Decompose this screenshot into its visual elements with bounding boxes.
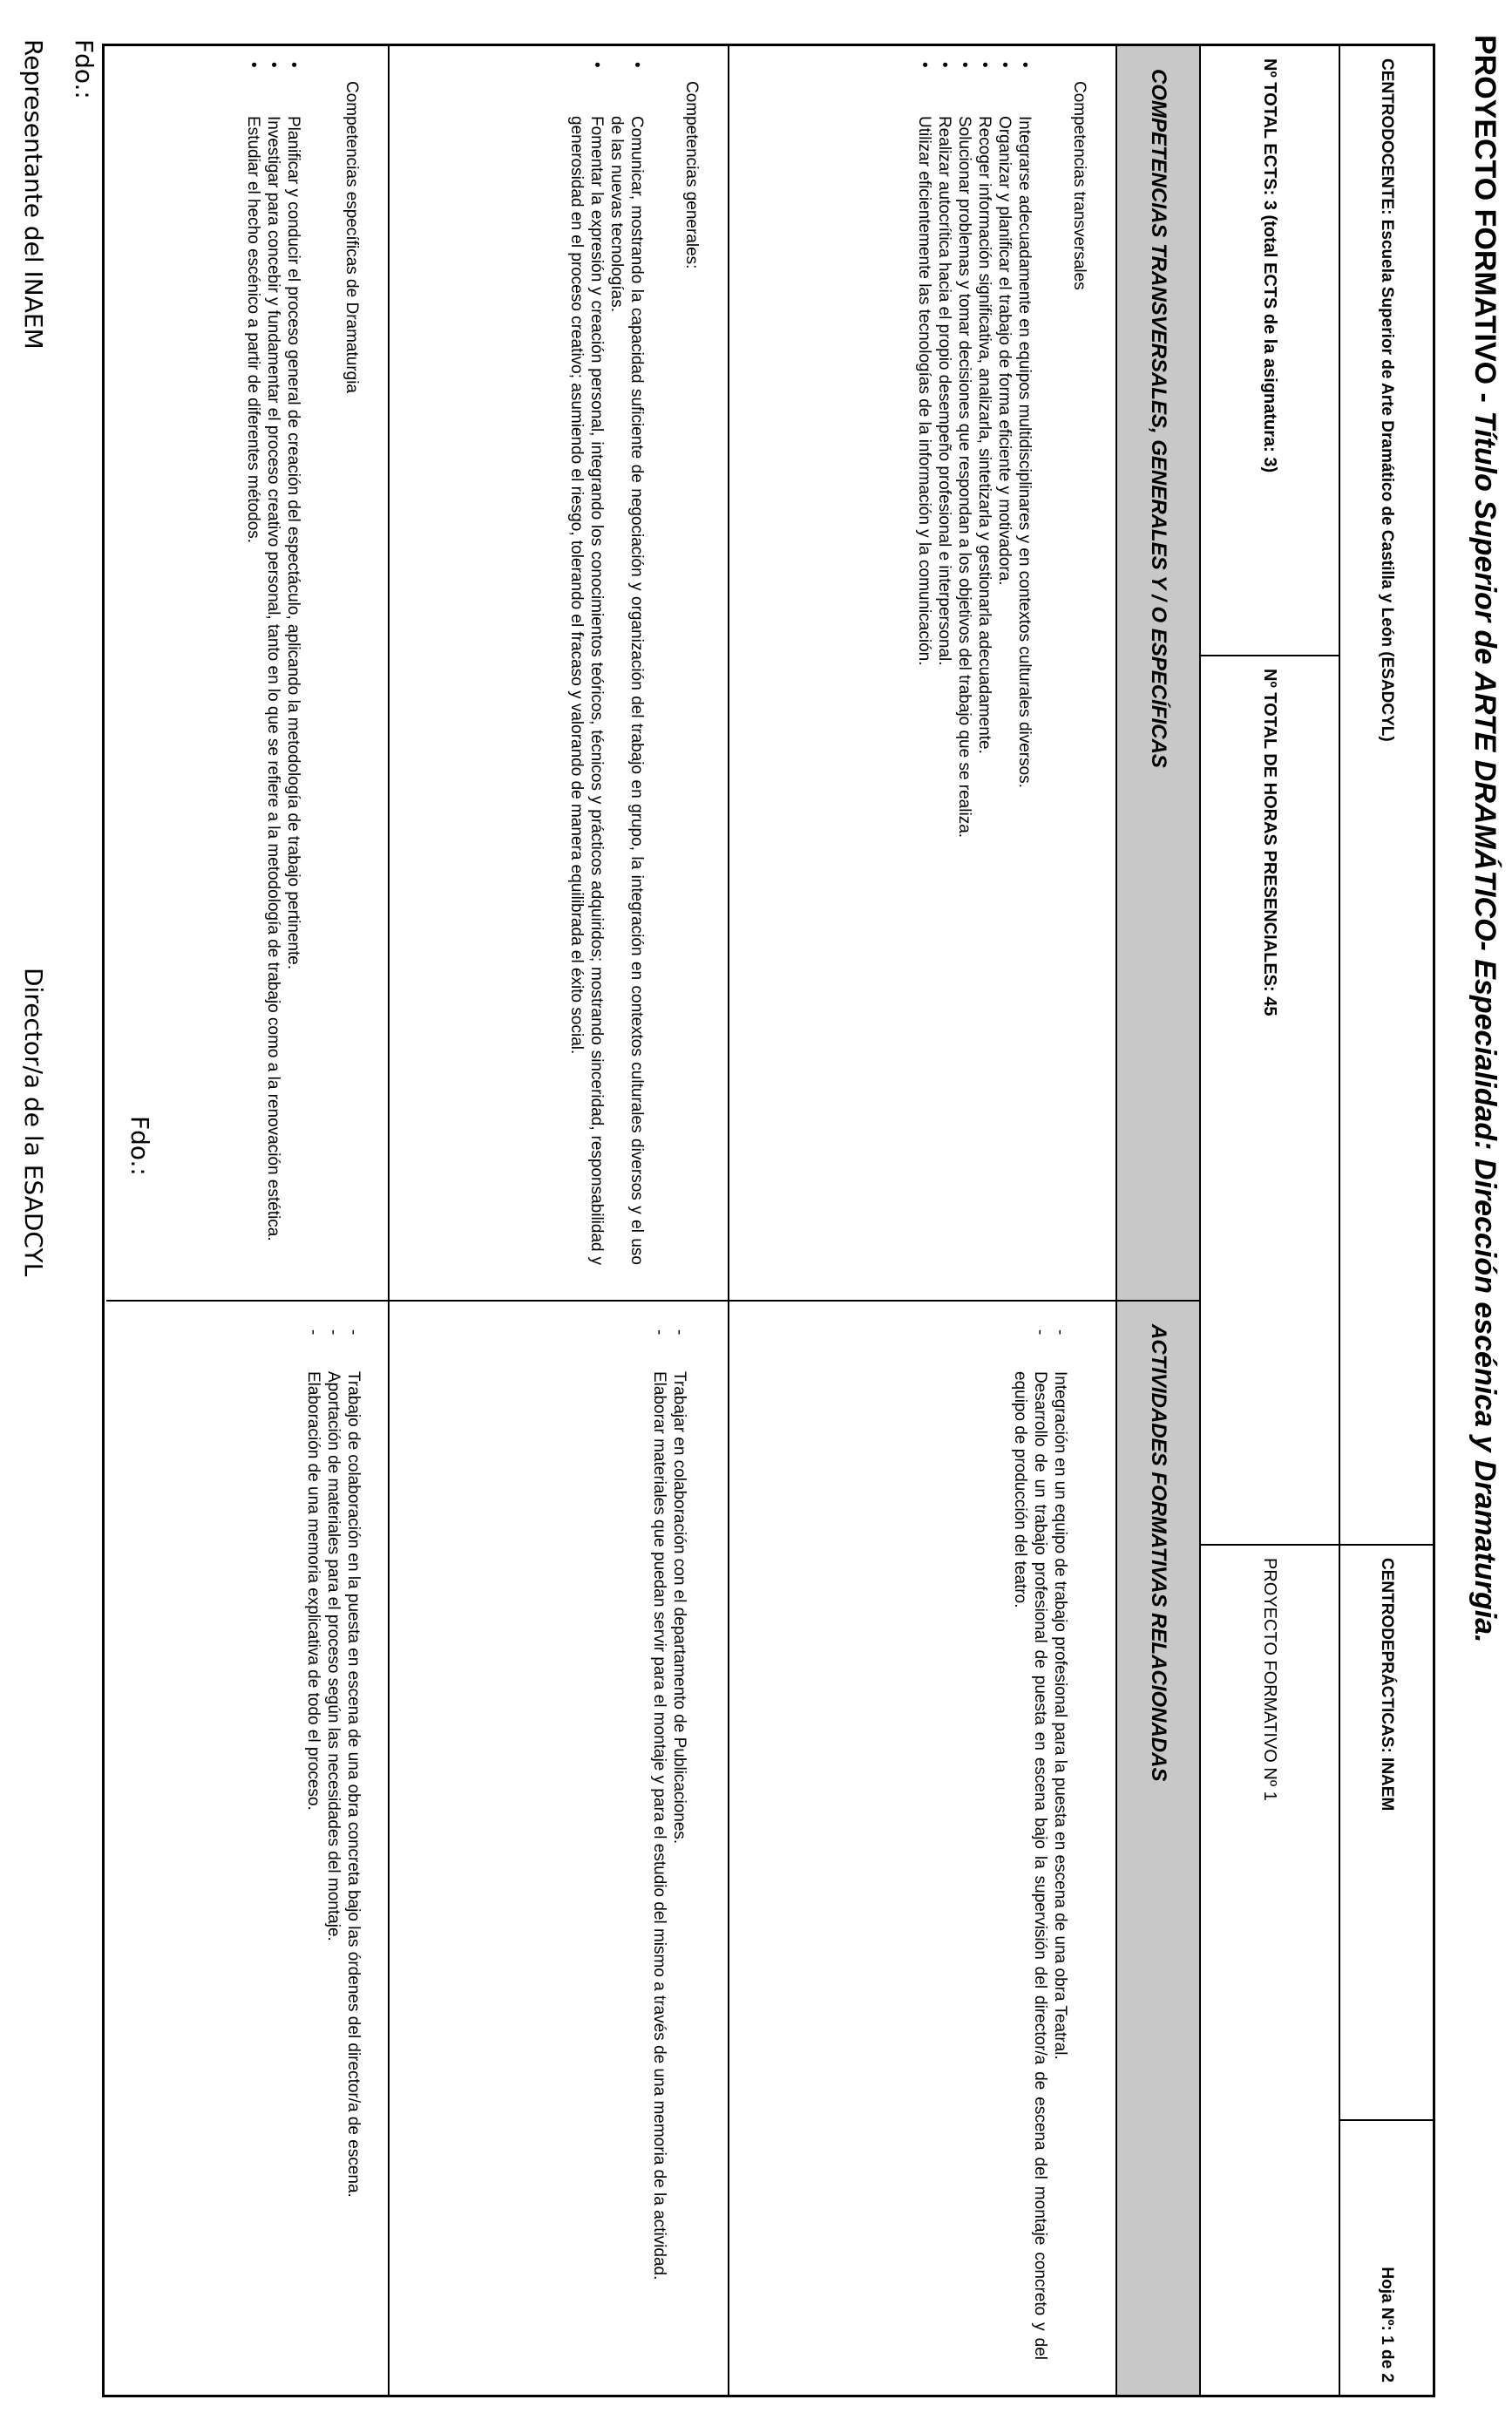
list-item: • Realizar autocrítica hacia el propio desempeño profesional e interpersonal. (934, 81, 954, 1265)
list-item: - Aportación de materiales para el proceso según las necesidades del montaje. (323, 1336, 343, 2360)
list-item: • Solucionar problemas y tomar decisiones que respondan a los objetivos del trabajo que se realiza. (954, 81, 974, 1265)
list-item: • Comunicar, mostrando la capacidad suficiente de negociación y organización del trabajo en grupo, la integración en contextos culturales diversos y el uso de las nuevas tecnologías. (607, 81, 647, 1265)
title-prefix: PROYECTO FORMATIVO - (1468, 35, 1502, 411)
column-header-row (1115, 46, 1199, 2395)
sheet-number: Hoja Nº: 1 de 2 (1378, 2267, 1396, 2383)
section-lead: Competencias específicas de Dramaturgia (342, 81, 361, 394)
actividades-header: ACTIVIDADES FORMATIVAS RELACIONADAS (1147, 1324, 1170, 1782)
document-title (1468, 35, 1502, 1643)
list-item: - Trabajar en colaboración con el departamento de Publicaciones. (669, 1336, 689, 2360)
formative-project-table (102, 44, 1435, 2397)
actividades-cell (106, 1302, 388, 2395)
section-transversales (728, 46, 1115, 2395)
list-item: • Organizar y planificar el trabajo de forma eficiente y motivadora. (994, 81, 1014, 1265)
section-especificas (106, 46, 388, 2395)
competencias-cell (106, 46, 388, 1302)
actividades-list (1010, 1336, 1070, 2360)
actividades-cell (390, 1302, 728, 2395)
list-item: • Investigar para concebir y fundamentar el proceso creativo personal, tanto en lo que se refiere a la metodología de trabajo como a la renovación estética. (263, 81, 283, 1265)
total-ects: Nº TOTAL ECTS: 3 (total ECTS de la asignatura: 3) (1201, 46, 1339, 656)
info-row-2 (1199, 46, 1339, 2395)
list-item: • Integrarse adecuadamente en equipos multidisciplinares y en contextos culturales diversos. (1014, 81, 1034, 1265)
list-item: - Elaborar materiales que puedan servir para el montaje y para el estudio del mismo a través de una memoria de la actividad. (649, 1336, 669, 2360)
list-item: - Integración en un equipo de trabajo profesional para la puesta en escena de una obra Teatral. (1050, 1336, 1070, 2360)
list-item: - Elaboración de una memoria explicativa de todo el proceso. (303, 1336, 323, 2360)
actividades-cell (729, 1302, 1115, 2395)
project-number: PROYECTO FORMATIVO Nº 1 (1260, 1558, 1280, 1801)
list-item: • Recoger información significativa, analizarla, sintetizarla y gestionarla adecuadamente. (974, 81, 994, 1265)
list-item: • Fomentar la expresión y creación personal, integrando los conocimientos teóricos, técnicos y prácticos adquiridos; mostrando sinceridad, responsabilidad y generosidad en el proceso creativo; asumiendo el riesgo, tolerando el fracaso y valorando de manera equilibrada el éxito social. (566, 81, 607, 1265)
signature-right-role: Director/a de la ESADCYL (19, 968, 48, 1277)
list-item: - Trabajo de colaboración en la puesta en escena de una obra concreta bajo las órdenes del director/a de escena. (343, 1336, 363, 2360)
actividades-list (649, 1336, 689, 2360)
section-lead: Competencias generales: (682, 81, 701, 269)
section-generales (388, 46, 728, 2395)
list-item: • Estudiar el hecho escénico a partir de diferentes métodos. (243, 81, 263, 1265)
section-lead: Competencias transversales (1070, 81, 1088, 290)
competencias-list (914, 81, 1034, 1265)
list-item: • Utilizar eficientemente las tecnologías de la información y la comunicación. (914, 81, 934, 1265)
competencias-cell (729, 46, 1115, 1302)
signature-left-fdo: Fdo.: (70, 39, 98, 99)
competencias-header: COMPETENCIAS TRANSVERSALES, GENERALES Y / O ESPECÍFICAS (1117, 46, 1199, 1302)
centro-practicas: CENTRODEPRÁCTICAS: INAEM (1340, 1546, 1433, 2121)
info-row-1 (1339, 46, 1433, 2395)
competencias-list (243, 81, 303, 1265)
actividades-list (303, 1336, 363, 2360)
table-body (105, 46, 1115, 2395)
competencias-list (566, 81, 647, 1265)
signature-right-fdo: Fdo.: (125, 1116, 154, 1176)
signature-left-role: Representante del INAEM (19, 39, 48, 350)
title-specialty: Título Superior de ARTE DRAMÁTICO- Especialidad: Dirección escénica y Dramaturgia. (1468, 411, 1502, 1643)
total-hours: Nº TOTAL DE HORAS PRESENCIALES: 45 (1201, 656, 1339, 1546)
list-item: - Desarrollo de un trabajo profesional de puesta en escena bajo la supervisión del director/a de escena del montaje concreto y del equipo de producción del teatro. (1010, 1336, 1050, 2360)
competencias-cell (390, 46, 728, 1302)
centro-docente: CENTRODOCENTE: Escuela Superior de Arte Dramático de Castilla y León (ESADCYL) (1340, 46, 1433, 1546)
list-item: • Planificar y conducir el proceso general de creación del espectáculo, aplicando la metodología de trabajo pertinente. (283, 81, 303, 1265)
